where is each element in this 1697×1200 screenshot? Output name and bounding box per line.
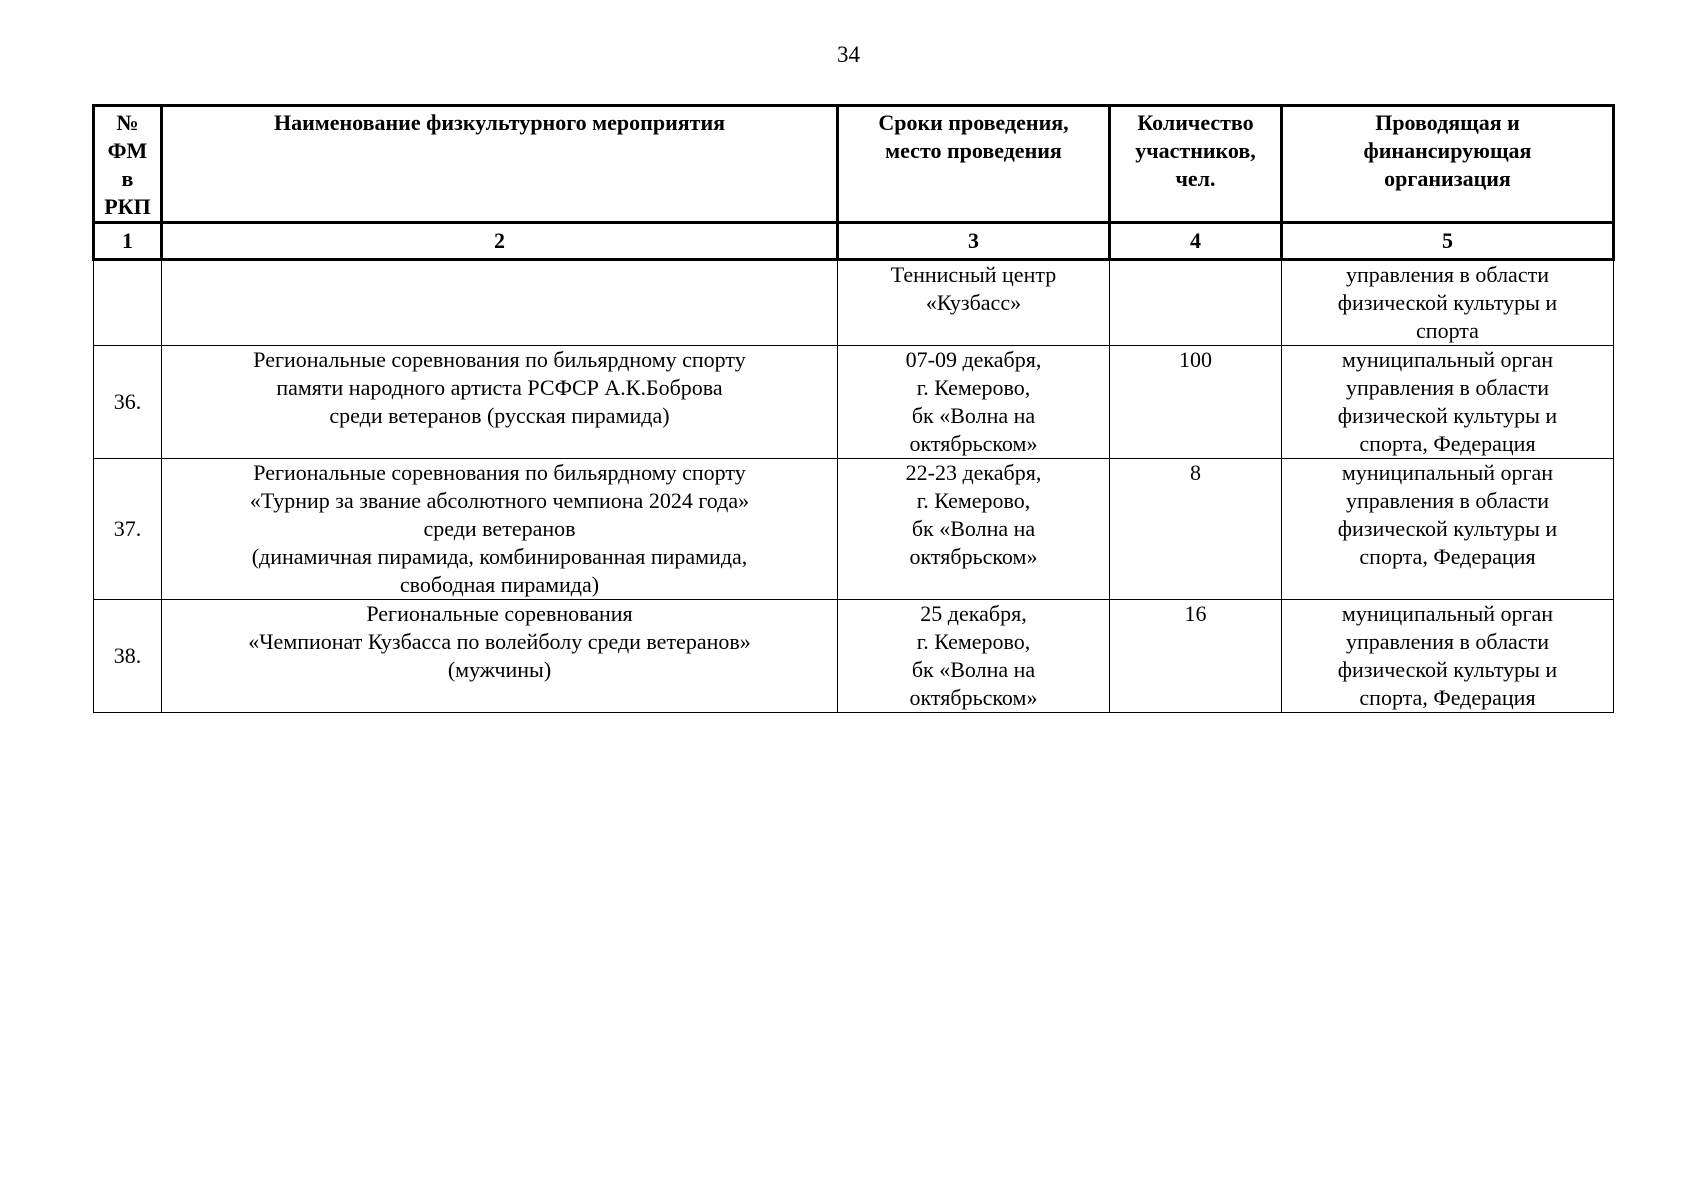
header-number: № ФМ в РКП bbox=[94, 106, 162, 223]
cell-organizer: муниципальный орган управления в области физической культуры и спорта, Федерация bbox=[1282, 600, 1614, 713]
header-event-name: Наименование физкультурного мероприятия bbox=[162, 106, 838, 223]
table-row bbox=[94, 459, 1614, 600]
cell-event-name: Региональные соревнования по бильярдному спорту памяти народного артиста РСФСР А.К.Боброва среди ветеранов (русская пирамида) bbox=[162, 346, 838, 459]
cell-organizer: муниципальный орган управления в области физической культуры и спорта, Федерация bbox=[1282, 459, 1614, 600]
cell-dates-place: 25 декабря, г. Кемерово, бк «Волна на октябрьском» bbox=[838, 600, 1110, 713]
table-row bbox=[94, 260, 1614, 346]
column-number: 1 bbox=[94, 223, 162, 260]
header-participants: Количество участников, чел. bbox=[1110, 106, 1282, 223]
cell-participants: 8 bbox=[1110, 459, 1282, 600]
cell-dates-place: 07-09 декабря, г. Кемерово, бк «Волна на октябрьском» bbox=[838, 346, 1110, 459]
column-number: 3 bbox=[838, 223, 1110, 260]
header-organizer: Проводящая и финансирующая организация bbox=[1282, 106, 1614, 223]
events-table bbox=[92, 104, 1615, 713]
cell-organizer: управления в области физической культуры и спорта bbox=[1282, 260, 1614, 346]
cell-participants bbox=[1110, 260, 1282, 346]
column-number: 5 bbox=[1282, 223, 1614, 260]
column-number: 2 bbox=[162, 223, 838, 260]
table-row bbox=[94, 600, 1614, 713]
cell-number: 37. bbox=[94, 459, 162, 600]
cell-number: 38. bbox=[94, 600, 162, 713]
cell-event-name bbox=[162, 260, 838, 346]
cell-dates-place: Теннисный центр «Кузбасс» bbox=[838, 260, 1110, 346]
cell-event-name: Региональные соревнования по бильярдному спорту «Турнир за звание абсолютного чемпиона 2024 года» среди ветеранов (динамичная пирамида, комбинированная пирамида, свободная пирамида) bbox=[162, 459, 838, 600]
cell-number bbox=[94, 260, 162, 346]
cell-event-name: Региональные соревнования «Чемпионат Кузбасса по волейболу среди ветеранов» (мужчины) bbox=[162, 600, 838, 713]
cell-dates-place: 22-23 декабря, г. Кемерово, бк «Волна на октябрьском» bbox=[838, 459, 1110, 600]
column-numbers-row bbox=[94, 223, 1614, 260]
cell-organizer: муниципальный орган управления в области физической культуры и спорта, Федерация bbox=[1282, 346, 1614, 459]
header-dates-place: Сроки проведения, место проведения bbox=[838, 106, 1110, 223]
table-header-row bbox=[94, 106, 1614, 223]
page-number: 34 bbox=[837, 42, 860, 67]
cell-number: 36. bbox=[94, 346, 162, 459]
table-row bbox=[94, 346, 1614, 459]
cell-participants: 100 bbox=[1110, 346, 1282, 459]
cell-participants: 16 bbox=[1110, 600, 1282, 713]
column-number: 4 bbox=[1110, 223, 1282, 260]
